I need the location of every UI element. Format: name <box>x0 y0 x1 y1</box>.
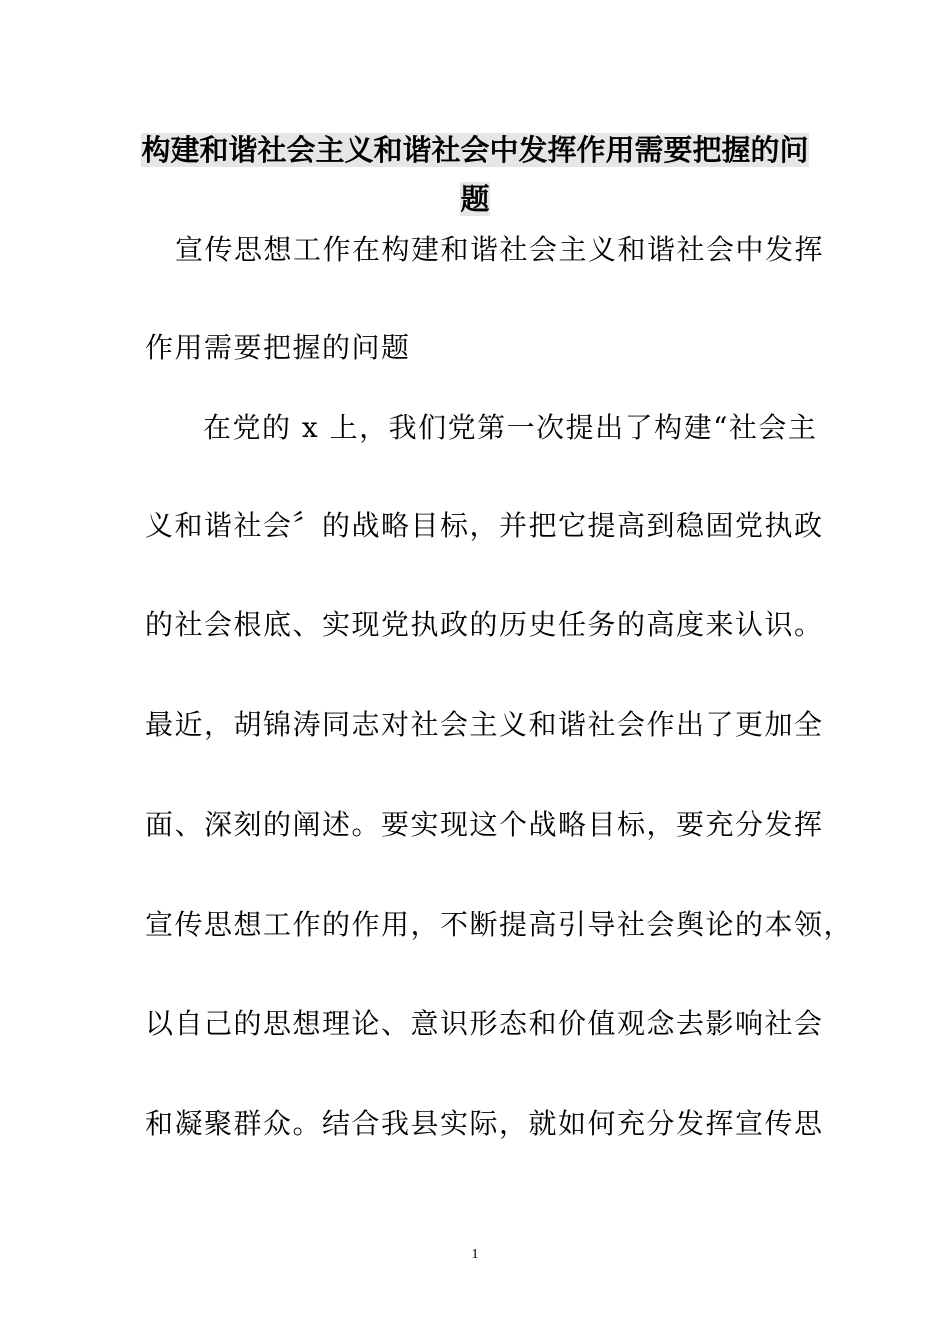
body-text-line-2: 作用需要把握的问题 <box>145 331 411 364</box>
body-text-line-9: 以自己的思想理论、意识形态和价值观念去影响社会 <box>145 1007 824 1040</box>
document-title-line-1 <box>0 133 950 167</box>
document-title-text-2: 题 <box>460 182 490 216</box>
body-text-line-5: 的社会根底、实现党执政的历史任务的高度来认识。 <box>145 608 824 641</box>
body-text-line-10: 和凝聚群众。结合我县实际，就如何充分发挥宣传思 <box>145 1107 824 1140</box>
body-text-line-6: 最近，胡锦涛同志对社会主义和谐社会作出了更加全 <box>145 708 824 741</box>
body-text-line-7: 面、深刻的阐述。要实现这个战略目标，要充分发挥 <box>145 808 824 841</box>
body-text-line-3: 在党的 x 上，我们党第一次提出了构建“社会主 <box>203 411 818 444</box>
document-title-text-1: 构建和谐社会主义和谐社会中发挥作用需要把握的问 <box>141 133 809 167</box>
body-text-line-8: 宣传思想工作的作用，不断提高引导社会舆论的本领， <box>145 908 854 941</box>
document-title-line-2 <box>0 182 950 216</box>
body-text-line-4: 义和谐社会〞的战略目标，并把它提高到稳固党执政 <box>145 509 824 542</box>
page-number: 1 <box>471 1247 479 1262</box>
body-text-line-1: 宣传思想工作在构建和谐社会主义和谐社会中发挥 <box>175 233 825 266</box>
